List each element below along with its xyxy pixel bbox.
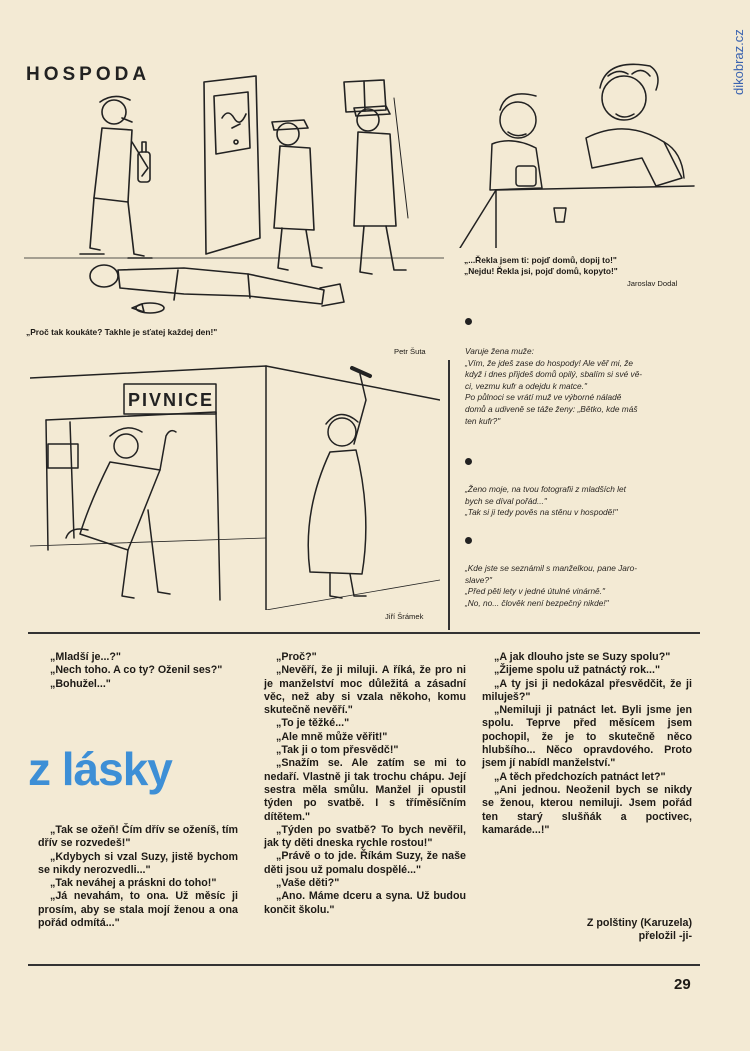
story-paragraph: „A ty jsi ji nedokázal přesvědčit, že ji miluješ?" xyxy=(482,677,692,703)
story-paragraph: „Vaše děti?" xyxy=(276,877,340,890)
story-paragraph: „A jak dlouho jste se Suzy spolu?" xyxy=(494,651,671,663)
bottom-divider xyxy=(28,964,700,966)
joke-1-line: když i dnes přijdeš domů opilý, sbalím si své vě- xyxy=(465,369,643,380)
joke-3-line: „No, no... člověk není bezpečný nikde!" xyxy=(465,597,609,608)
hospoda-sign: HOSPODA xyxy=(26,64,151,85)
joke-2 xyxy=(465,484,700,519)
story-paragraph: „Kdybych si vzal Suzy, jistě bychom se nikdy nerozvedli..." xyxy=(38,850,238,876)
joke-3-line: „Před pěti lety v jedné útulné vinárně." xyxy=(465,586,605,597)
cartoon-pivnice-drawing xyxy=(30,360,440,610)
story-col1-bottom xyxy=(38,824,238,930)
joke-1-line: Varuje žena muže: xyxy=(465,346,534,356)
joke-bullet xyxy=(465,318,472,325)
story-col1-top xyxy=(38,651,238,691)
page-number: 29 xyxy=(674,976,691,993)
story-paragraph: „Tak neváhej a práskni do toho!" xyxy=(50,877,217,890)
story-paragraph: „Nech toho. A co ty? Oženil ses?" xyxy=(50,664,223,677)
column-divider xyxy=(448,360,450,630)
story-paragraph: „Nemiluji ji patnáct let. Byli jsme jen spolu. Teprve před měsícem jsem pochopil, že je to skutečně něco hlubšího... Něco opravdového. Proto jsem jí nabídl manželství." xyxy=(482,704,692,770)
watermark-text: dikobraz.cz xyxy=(731,29,746,95)
joke-1 xyxy=(465,346,700,427)
story-paragraph: „Tak se ožeň! Čím dřív se oženíš, tím dřív se rozvedeš!" xyxy=(38,824,238,850)
cartoon-table-caption-line-2: „Nejdu! Řekla jsi, pojď domů, kopyto!" xyxy=(464,266,618,276)
joke-bullet xyxy=(465,537,472,544)
joke-3-line: „Kde jste se seznámil s manželkou, pane Jaro- xyxy=(465,563,638,573)
cartoon-table-author: Jaroslav Dodal xyxy=(627,279,678,288)
story-paragraph: „Snažím se. Ale zatím se mi to nedaří. Vlastně ji tak trochu chápu. Její sestra měla smůlu. Manžel ji opustil týden po svatbě. I s tříměsíčním dítětem." xyxy=(264,757,466,823)
story-paragraph: „To je těžké..." xyxy=(276,717,350,730)
story-paragraph: „Týden po svatbě? To bych nevěřil, jak ty děti dneska rychle rostou!" xyxy=(264,823,466,850)
joke-2-line: bych se díval pořád..." xyxy=(465,495,547,506)
story-paragraph: „Ale mně může věřit!" xyxy=(276,730,388,743)
joke-bullet xyxy=(465,458,472,465)
story-paragraph: „Tak ji o tom přesvědč!" xyxy=(276,744,399,757)
story-col2 xyxy=(264,651,466,917)
cartoon-table xyxy=(456,58,696,248)
story-paragraph: „A těch předchozích patnáct let?" xyxy=(494,770,666,783)
story-paragraph: „Bohužel..." xyxy=(50,677,111,690)
joke-1-line: ci, vezmu kufr a odejdu k matce." xyxy=(465,380,587,391)
story-source-line: Z polštiny (Karuzela) xyxy=(586,917,692,929)
cartoon-table-caption xyxy=(464,255,704,277)
story-paragraph: „Nevěří, že ji miluji. A říká, že pro ni je manželství moc důležitá a zásadní věc, než aby si vzala někoho, komu skutečně nevěří." xyxy=(264,664,466,717)
story-col3 xyxy=(482,651,692,837)
story-paragraph: „Ani jednou. Neoženil bych se nikdy se ženou, kterou nemiluji. Jsem pořád ten starý slušňák a poctivec, kamaráde...!" xyxy=(482,783,692,836)
joke-3-line: slave?" xyxy=(465,574,492,585)
watermark xyxy=(731,10,747,100)
story-paragraph: „Mladší je...?" xyxy=(50,651,121,663)
joke-1-line: „Vím, že jdeš zase do hospody! Ale věř mi, že xyxy=(465,357,634,368)
cartoon-hospoda-author: Petr Šuta xyxy=(394,347,426,356)
story-source-line: přeložil -ji- xyxy=(638,930,692,943)
cartoon-hospoda xyxy=(24,58,444,320)
cartoon-table-drawing xyxy=(456,58,696,248)
pivnice-sign: PIVNICE xyxy=(128,390,215,410)
story-paragraph: „Právě o to jde. Říkám Suzy, že naše děti jsou už pomalu dospělé..." xyxy=(264,850,466,876)
cartoon-hospoda-drawing xyxy=(24,58,444,320)
cartoon-pivnice-author: Jiří Šrámek xyxy=(385,612,424,621)
joke-2-line: „Ženo moje, na tvou fotografii z mladších let xyxy=(465,484,626,494)
story-paragraph: „Proč?" xyxy=(276,651,317,663)
section-divider xyxy=(28,632,700,634)
story-paragraph: „Žijeme spolu už patnáctý rok..." xyxy=(494,664,661,677)
joke-1-line: Po půlnoci se vrátí muž ve výborné náladě xyxy=(465,392,622,403)
joke-2-line: „Tak si ji tedy pověs na stěnu v hospodě!" xyxy=(465,507,618,518)
cartoon-hospoda-caption: „Proč tak koukáte? Takhle je sťatej každej den!" xyxy=(26,327,218,337)
joke-1-line: domů a udiveně se táže ženy: „Bětko, kde máš xyxy=(465,403,638,414)
story-title: z lásky xyxy=(28,743,172,795)
joke-3 xyxy=(465,563,700,609)
joke-1-line: ten kufr?" xyxy=(465,415,501,426)
cartoon-table-caption-line-1: „...Řekla jsem ti: pojď domů, dopij to!" xyxy=(464,255,617,265)
cartoon-pivnice xyxy=(30,360,440,610)
story-paragraph: „Ano. Máme dceru a syna. Už budou končit školu." xyxy=(264,890,466,916)
story-paragraph: „Já nevahám, to ona. Už měsíc ji prosím, aby se stala mojí ženou a ona pořád odmítá..." xyxy=(38,890,238,930)
story-source xyxy=(500,917,692,944)
